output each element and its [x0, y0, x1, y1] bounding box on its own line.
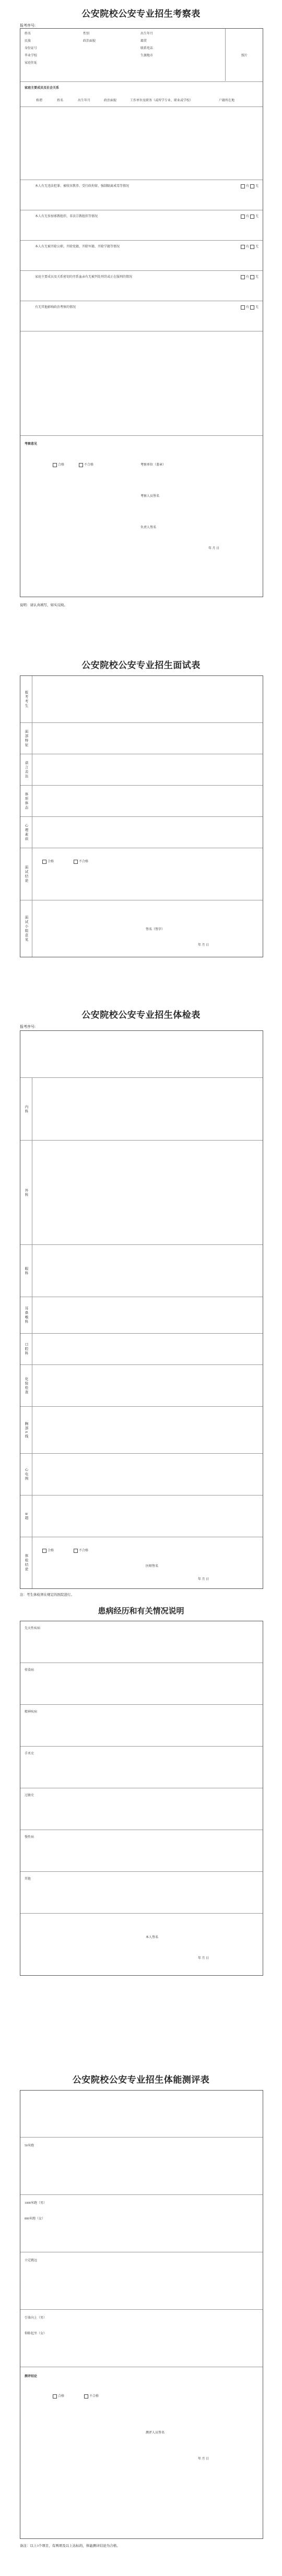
conclusion-fail-label: 不合格 [84, 464, 94, 467]
yn-label-no: 无 [255, 276, 258, 279]
f5-basic [20, 2091, 263, 2138]
f3-sec-6 [20, 1407, 263, 1454]
f5-row-1 [20, 2195, 263, 2252]
f4-item-5: 慢性病 [25, 1836, 34, 1839]
yn-label-no: 无 [255, 245, 258, 248]
f4-row-5 [20, 1830, 263, 1872]
yn-4[interactable] [240, 304, 258, 310]
f2-row-0 [20, 676, 263, 723]
f2-label-0: 报考考生 [20, 676, 32, 723]
checkbox-icon[interactable] [74, 860, 78, 864]
f2-label-6: 面试小组意见 [20, 900, 32, 957]
f2-label-1: 面部特征 [20, 723, 32, 754]
checkbox-icon[interactable] [53, 2394, 57, 2399]
f3-sec-0 [20, 1078, 263, 1141]
f2-label-4: 心理素质 [20, 817, 32, 848]
f4-sign-row [20, 1914, 263, 1975]
form2-table [20, 675, 263, 957]
f3-basic [20, 1031, 263, 1078]
sign-person: 考察人员签名 [140, 495, 160, 498]
form4-title: 患病经历和有关情况说明 [98, 1607, 184, 1616]
f5-row-3 [20, 2310, 263, 2367]
label-phone: 联系电话 [140, 47, 154, 50]
item-row-0 [20, 180, 263, 210]
f3-fail[interactable] [73, 1548, 88, 1553]
f3-sec-label-6: 胸部X线 [20, 1407, 32, 1454]
yn-0[interactable] [240, 183, 258, 188]
checkbox-icon[interactable] [241, 275, 245, 279]
f5-fail-label: 不合格 [89, 2395, 99, 2398]
item-row-3 [20, 271, 263, 301]
checkbox-icon[interactable] [250, 275, 254, 279]
f3-sec-label-1: 外科 [20, 1141, 32, 1245]
f5-fail[interactable] [83, 2393, 99, 2399]
conclusion-pass-label: 合格 [58, 464, 65, 467]
yn-label-yes: 有 [245, 185, 249, 188]
yn-label-yes: 有 [245, 215, 249, 218]
opinion-title: 考察意见 [25, 443, 38, 446]
f3-sec-3 [20, 1297, 263, 1334]
label-native: 生源地市 [140, 54, 154, 57]
yn-label-yes: 有 [245, 245, 249, 248]
conclusion-pass[interactable] [52, 462, 64, 467]
f4-item-2: 精神疾病 [25, 1711, 38, 1714]
f3-sec-label-2: 眼科 [20, 1245, 32, 1297]
yn-3[interactable] [240, 274, 258, 279]
form4-table [20, 1621, 263, 1976]
label-id: 身份证号 [25, 47, 38, 50]
label-origin: 籍贯 [140, 40, 147, 43]
form5-table [20, 2090, 263, 2539]
label-gender: 性别 [83, 32, 90, 35]
fitness-test-form [0, 2072, 282, 2548]
yn-label-no: 无 [255, 185, 258, 188]
form3-note: 注：考生体检须在规定的医院进行。 [20, 1593, 74, 1597]
form3-table [20, 1030, 263, 1589]
checkbox-icon[interactable] [79, 463, 83, 467]
f2-row-5 [20, 848, 263, 900]
family-col-5: 户籍所在地 [219, 99, 235, 102]
f4-row-3 [20, 1747, 263, 1788]
f2-sign: 签名（签字） [146, 928, 165, 931]
f2-fail[interactable] [73, 859, 88, 864]
f4-item-1: 传染病 [25, 1669, 34, 1672]
physical-exam-form [0, 1007, 282, 1597]
checkbox-icon[interactable] [53, 463, 57, 467]
item-text-4: 有无其他影响政治考察的情况 [35, 306, 76, 309]
f3-pass-label: 合格 [48, 1549, 54, 1552]
f5-row-2 [20, 2252, 263, 2310]
item-row-4 [20, 301, 263, 331]
f5-row-0 [20, 2138, 263, 2195]
f3-sign: 医师签名 [146, 1565, 159, 1568]
sign-unit: 考察单位（盖章） [140, 464, 166, 467]
label-school: 毕业学校 [25, 54, 38, 57]
f3-pass[interactable] [41, 1548, 54, 1553]
form2-title: 公安院校公安专业招生面试表 [81, 660, 201, 670]
checkbox-icon[interactable] [241, 245, 245, 249]
label-politics: 政治面貌 [83, 40, 96, 43]
f2-pass[interactable] [41, 859, 54, 864]
f4-item-6: 其他 [25, 1878, 31, 1881]
checkbox-icon[interactable] [42, 860, 46, 864]
form1-note: 说明：请认真填写，如实反映。 [20, 603, 67, 607]
f4-item-3: 手术史 [25, 1752, 34, 1755]
family-col-2: 出生年月 [78, 99, 91, 102]
family-rows [20, 107, 263, 180]
form1-basic-info [20, 29, 263, 82]
f2-row-2 [20, 754, 263, 786]
medical-history-form [0, 1605, 282, 1960]
f5-result-label: 测评结论 [25, 2375, 38, 2378]
f5-item-1: 1000米跑（男） [25, 2202, 47, 2205]
f3-date: 年 月 日 [198, 1578, 209, 1581]
label-name: 姓名 [25, 32, 31, 35]
f5-item-5: 仰卧起坐（女） [25, 2332, 47, 2335]
item-text-0: 本人有无违法犯罪、被收容教养、受行政拘留、强制隔离戒毒等情况 [35, 185, 130, 188]
yn-1[interactable] [240, 213, 258, 219]
f2-row-4 [20, 817, 263, 848]
checkbox-icon[interactable] [250, 184, 254, 188]
checkbox-icon[interactable] [241, 184, 245, 188]
f3-sec-label-0: 内科 [20, 1078, 32, 1141]
family-col-4: 工作单位及职务（或所学专业、职业或学校） [130, 99, 193, 102]
form1-reg-label: 报考序号: [20, 23, 36, 28]
f4-item-4: 过敏史 [25, 1794, 34, 1797]
family-header [20, 82, 263, 107]
f2-pass-label: 合格 [48, 860, 54, 863]
f2-date: 年 月 日 [198, 944, 209, 947]
item-row-2 [20, 241, 263, 271]
f4-sign: 本人签名 [146, 1936, 159, 1939]
f3-sec-label-3: 耳鼻喉科 [20, 1297, 32, 1334]
f4-row-6 [20, 1872, 263, 1914]
f4-row-0 [20, 1621, 263, 1663]
label-address: 家庭住址 [25, 62, 38, 65]
f4-row-2 [20, 1705, 263, 1747]
f3-sec-label-5: 化验检查 [20, 1365, 32, 1407]
f2-row-3 [20, 786, 263, 817]
yn-label-yes: 有 [245, 276, 249, 279]
photo-box: 照片 [225, 29, 263, 81]
f3-conclusion-label: 体检结论 [20, 1537, 32, 1588]
blank-rows [20, 331, 263, 436]
form1-table [20, 28, 263, 597]
f5-date: 年 月 日 [198, 2458, 209, 2461]
f2-row-6 [20, 900, 263, 957]
f3-sec-label-4: 口腔科 [20, 1334, 32, 1365]
checkbox-icon[interactable] [250, 215, 254, 219]
family-col-3: 政治面貌 [104, 99, 117, 102]
label-nation: 民族 [25, 40, 31, 43]
f5-result-row [20, 2367, 263, 2538]
form3-reg-label: 报考序号: [20, 1025, 36, 1029]
checkbox-icon[interactable] [250, 305, 254, 310]
yn-label-yes: 有 [245, 306, 249, 309]
f2-label-5: 面试结论 [20, 848, 32, 900]
family-col-0: 称谓 [36, 99, 43, 102]
f3-sec-2 [20, 1245, 263, 1297]
political-exam-form [0, 0, 282, 607]
conclusion-fail[interactable] [78, 462, 93, 467]
f5-item-0: 50米跑 [25, 2144, 34, 2147]
item-text-1: 本人有无参加邪教组织、非法宗教组织等情况 [35, 215, 98, 218]
checkbox-icon[interactable] [42, 1549, 46, 1553]
item-text-2: 本人有无被开除公职、开除党籍、开除军籍、开除学籍等情况 [35, 245, 120, 248]
f4-date: 年 月 日 [198, 1957, 209, 1960]
checkbox-icon[interactable] [241, 305, 245, 310]
f4-row-4 [20, 1788, 263, 1830]
checkbox-icon[interactable] [250, 245, 254, 249]
f5-item-4: 引体向上（男） [25, 2317, 47, 2320]
sign-leader: 负责人签名 [140, 526, 157, 529]
label-birth: 出生年月 [140, 32, 154, 35]
opinion-block [20, 436, 263, 567]
f5-pass[interactable] [52, 2393, 64, 2399]
checkbox-icon[interactable] [241, 215, 245, 219]
f5-sign: 测评人员签名 [146, 2431, 165, 2435]
f3-sec-7 [20, 1454, 263, 1495]
f5-pass-label: 合格 [58, 2395, 65, 2398]
checkbox-icon[interactable] [84, 2394, 88, 2399]
family-col-1: 姓名 [57, 99, 64, 102]
interview-form [0, 658, 282, 947]
form5-title: 公安院校公安专业招生体能测评表 [72, 2075, 210, 2085]
yn-label-no: 无 [255, 215, 258, 218]
f4-row-1 [20, 1663, 263, 1705]
f2-fail-label: 不合格 [79, 860, 89, 863]
f2-label-2: 语言表达 [20, 754, 32, 786]
f2-label-3: 体形体态 [20, 786, 32, 817]
f3-sec-8 [20, 1495, 263, 1537]
f3-sec-label-7: 心电图 [20, 1454, 32, 1495]
f3-sec-label-8: B超 [20, 1495, 32, 1537]
f3-sec-4 [20, 1334, 263, 1365]
f3-conclusion [20, 1537, 263, 1588]
f5-item-2: 800米跑（女） [25, 2217, 45, 2221]
f3-fail-label: 不合格 [79, 1549, 89, 1552]
family-title: 家庭主要成员及社会关系 [25, 87, 60, 90]
yn-2[interactable] [240, 244, 258, 249]
item-text-3: 家庭主要成员及关系密切的旁系血亲有无被判处刑罚或正在服刑的情况 [35, 276, 133, 279]
f4-item-0: 先天性疾病 [25, 1627, 41, 1630]
checkbox-icon[interactable] [74, 1549, 78, 1553]
form3-title: 公安院校公安专业招生体检表 [81, 1010, 201, 1020]
sign-date: 年 月 日 [208, 547, 220, 550]
f3-sec-1 [20, 1141, 263, 1245]
f5-item-3: 立定跳远 [25, 2259, 38, 2262]
form5-note: 备注：以上3个项目，有两项及以上达标的，体能测评结论为合格。 [20, 2544, 120, 2548]
f2-row-1 [20, 723, 263, 754]
form1-title: 公安院校公安专业招生考察表 [81, 9, 201, 19]
f3-sec-5 [20, 1365, 263, 1407]
yn-label-no: 无 [255, 306, 258, 309]
item-row-1 [20, 210, 263, 241]
